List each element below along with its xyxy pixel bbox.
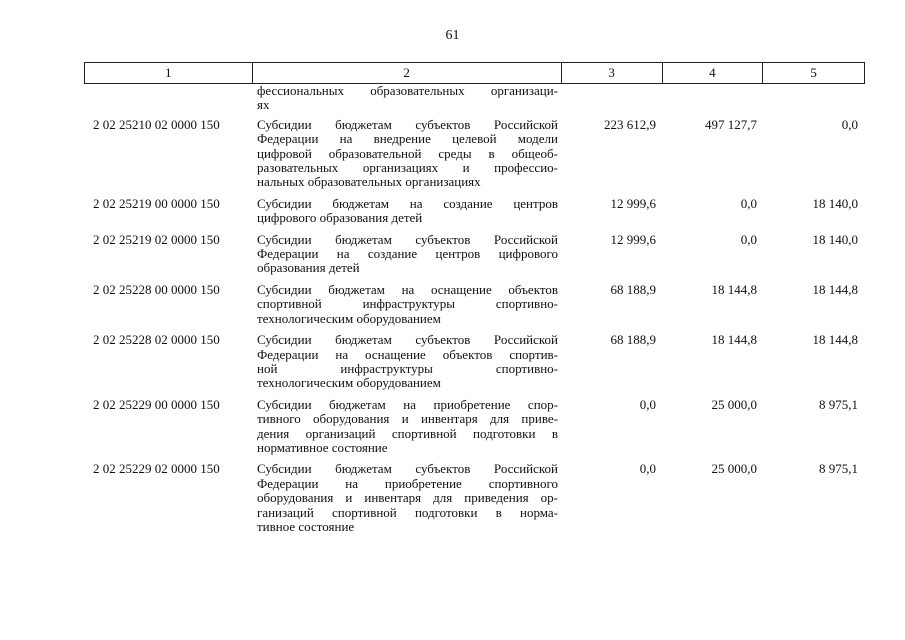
description-line: тивное состояние: [257, 518, 355, 534]
description-line: Федерации на создание центров цифрового: [257, 246, 558, 262]
row-code: 2 02 25229 00 0000 150: [93, 396, 220, 412]
row-code: 2 02 25219 02 0000 150: [93, 231, 220, 247]
description-line: Субсидии бюджетам субъектов Российской: [257, 332, 558, 348]
row-description: [252, 398, 562, 456]
description-line: оборудования и инвентаря для приведения ор-: [257, 490, 558, 506]
description-line: ях: [257, 97, 270, 113]
row-code: [84, 84, 252, 113]
value-col5: 0,0: [841, 116, 858, 132]
description-line: разовательных организациях и профессио-: [257, 160, 558, 176]
description-line: нормативное состояние: [257, 439, 388, 455]
description-line: Субсидии бюджетам субъектов Российской: [257, 231, 558, 247]
description-line: спортивной инфраструктуры спортивно-: [257, 296, 558, 312]
description-line: Федерации на внедрение целевой модели: [257, 131, 558, 147]
description-line: ганизаций спортивной подготовки в норма-: [257, 504, 558, 520]
description-line: Субсидии бюджетам субъектов Российской: [257, 116, 558, 132]
description-line: образования детей: [257, 260, 360, 276]
value-col3: 0,0: [639, 461, 656, 477]
column-header-2: 2: [253, 63, 562, 83]
value-col3: 0,0: [639, 396, 656, 412]
table-row: [84, 197, 865, 226]
description-line: Субсидии бюджетам на создание центров: [257, 195, 558, 211]
description-line: фессиональных образовательных организаци-: [257, 83, 558, 98]
page-number: 61: [445, 28, 460, 43]
description-line: технологическим оборудованием: [257, 310, 441, 326]
description-line: Федерации на оснащение объектов спортив-: [257, 346, 558, 362]
table-row: [84, 233, 865, 276]
row-code: 2 02 25219 00 0000 150: [93, 195, 220, 211]
value-col3: 68 188,9: [610, 332, 656, 348]
row-description: [252, 197, 562, 226]
column-header-4: 4: [663, 63, 764, 83]
table-row: [84, 333, 865, 391]
description-line: цифровой образовательной среды в общеоб-: [257, 145, 558, 161]
row-code: 2 02 25210 02 0000 150: [93, 116, 220, 132]
column-header-5: 5: [810, 65, 817, 80]
column-header-1: 1: [85, 63, 253, 83]
value-col4: 25 000,0: [711, 396, 757, 412]
value-col3: 12 999,6: [610, 195, 656, 211]
description-line: Субсидии бюджетам субъектов Российской: [257, 461, 558, 477]
row-code: 2 02 25228 00 0000 150: [93, 281, 220, 297]
value-col5: 18 144,8: [812, 281, 858, 297]
budget-table: [84, 62, 865, 534]
row-description: [252, 333, 562, 391]
row-description: [252, 283, 562, 326]
row-code: 2 02 25228 02 0000 150: [93, 332, 220, 348]
value-col3: 223 612,9: [604, 116, 656, 132]
table-row: [84, 283, 865, 326]
value-col4: 497 127,7: [705, 116, 757, 132]
value-col5: 8 975,1: [819, 396, 858, 412]
value-col3: 68 188,9: [610, 281, 656, 297]
value-col3: 12 999,6: [610, 231, 656, 247]
row-code: 2 02 25229 02 0000 150: [93, 461, 220, 477]
description-line: дения организаций спортивной подготовки в: [257, 425, 558, 441]
description-line: нальных образовательных организациях: [257, 174, 481, 190]
description-line: цифрового образования детей: [257, 210, 423, 226]
column-header-3: 3: [562, 63, 663, 83]
value-col4: 25 000,0: [711, 461, 757, 477]
value-col5: 18 144,8: [812, 332, 858, 348]
row-description: [252, 84, 562, 113]
description-line: Субсидии бюджетам на оснащение объектов: [257, 281, 558, 297]
table-row: [84, 462, 865, 534]
table-row: [84, 118, 865, 190]
description-line: ной инфраструктуры спортивно-: [257, 360, 558, 376]
description-line: технологическим оборудованием: [257, 375, 441, 391]
description-line: Субсидии бюджетам на приобретение спор-: [257, 396, 558, 412]
value-col4: 18 144,8: [711, 332, 757, 348]
value-col5: 18 140,0: [812, 231, 858, 247]
value-col5: 18 140,0: [812, 195, 858, 211]
row-description: [252, 462, 562, 534]
description-line: тивного оборудования и инвентаря для приве-: [257, 411, 558, 427]
row-description: [252, 233, 562, 276]
value-col4: 18 144,8: [711, 281, 757, 297]
value-col4: 0,0: [740, 195, 757, 211]
value-col5: 8 975,1: [819, 461, 858, 477]
value-col4: 0,0: [740, 231, 757, 247]
description-line: Федерации на приобретение спортивного: [257, 475, 558, 491]
table-header-row: [84, 62, 865, 84]
continuation-row: [84, 84, 865, 113]
row-description: [252, 118, 562, 190]
table-row: [84, 398, 865, 456]
